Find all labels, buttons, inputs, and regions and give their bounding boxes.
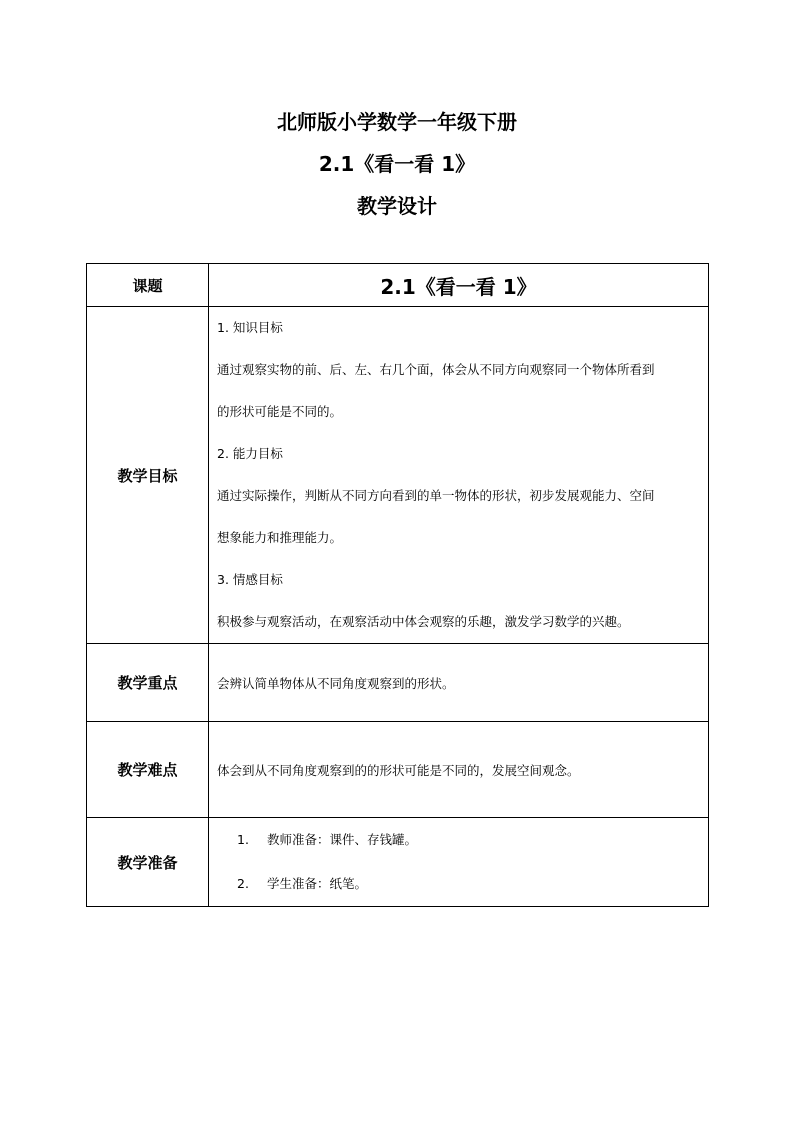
preparation-row (87, 818, 709, 907)
lesson-title: 2.1《看一看 1》 (318, 152, 476, 176)
key-points-label: 教学重点 (87, 644, 209, 722)
difficulty-label: 教学难点 (87, 722, 209, 818)
preparation-item (209, 862, 708, 906)
objective-line: 的形状可能是不同的。 (217, 404, 343, 419)
preparation-item-text: 教师准备：课件、存钱罐。 (267, 832, 418, 847)
topic-value: 2.1《看一看 1》 (209, 264, 709, 307)
difficulty-row (87, 722, 709, 818)
preparation-item (209, 818, 708, 862)
objective-line: 通过实际操作，判断从不同方向看到的单一物体的形状，初步发展观能力、空间 (217, 488, 655, 503)
preparation-item-text: 学生准备：纸笔。 (267, 876, 368, 891)
difficulty-cell (209, 722, 709, 818)
key-points-text: 会辨认简单物体从不同角度观察到的形状。 (217, 675, 455, 691)
objective-line: 积极参与观察活动，在观察活动中体会观察的乐趣，激发学习数学的兴趣。 (217, 614, 630, 629)
document-subtitle: 教学设计 (357, 194, 437, 218)
document-title: 北师版小学数学一年级下册 (277, 110, 517, 134)
objective-line: 1. 知识目标 (217, 320, 283, 335)
objective-line: 2. 能力目标 (217, 446, 283, 461)
preparation-label: 教学准备 (87, 818, 209, 907)
objective-line: 3. 情感目标 (217, 572, 283, 587)
topic-row (87, 264, 709, 307)
difficulty-text: 体会到从不同角度观察到的的形状可能是不同的，发展空间观念。 (217, 762, 580, 778)
objective-line: 想象能力和推理能力。 (217, 530, 343, 545)
objectives-list (209, 307, 708, 643)
lesson-plan-table (86, 263, 709, 907)
preparation-item-number: 2. (237, 876, 249, 891)
preparation-cell (209, 818, 709, 907)
key-points-cell (209, 644, 709, 722)
objectives-label: 教学目标 (87, 307, 209, 644)
objectives-cell (209, 307, 709, 644)
preparation-item-number: 1. (237, 832, 249, 847)
objectives-row (87, 307, 709, 644)
objective-line: 通过观察实物的前、后、左、右几个面，体会从不同方向观察同一个物体所看到 (217, 362, 655, 377)
topic-label: 课题 (87, 264, 209, 307)
key-points-row (87, 644, 709, 722)
